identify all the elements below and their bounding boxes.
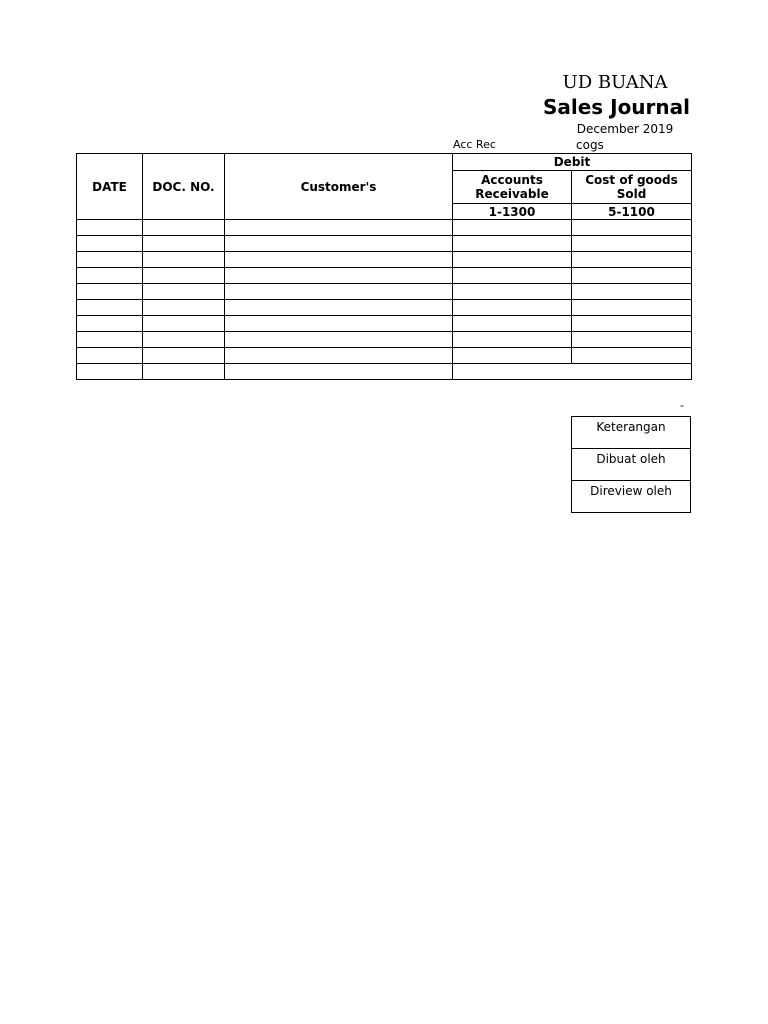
dibuat-oleh-cell[interactable]: Dibuat oleh xyxy=(572,449,691,481)
table-row xyxy=(77,284,692,300)
cogs-column-header: Cost of goods Sold xyxy=(572,171,692,204)
signoff-table xyxy=(571,416,691,513)
cogs-cell[interactable] xyxy=(572,284,692,300)
doc-no-cell[interactable] xyxy=(143,252,225,268)
accounts-receivable-cell[interactable] xyxy=(453,252,572,268)
accounts-receivable-cell[interactable] xyxy=(453,348,572,364)
accounts-receivable-cell[interactable] xyxy=(453,300,572,316)
table-row xyxy=(77,268,692,284)
date-cell[interactable] xyxy=(77,268,143,284)
customer-cell[interactable] xyxy=(225,364,453,380)
date-cell[interactable] xyxy=(77,236,143,252)
doc-no-cell[interactable] xyxy=(143,300,225,316)
doc-no-cell[interactable] xyxy=(143,316,225,332)
sales-journal-table xyxy=(76,153,692,380)
doc-no-cell[interactable] xyxy=(143,284,225,300)
journal-period: December 2019 xyxy=(576,122,674,136)
table-row xyxy=(77,300,692,316)
company-name: UD BUANA xyxy=(562,72,668,93)
cogs-code: 5-1100 xyxy=(572,204,692,220)
cogs-cell[interactable] xyxy=(572,348,692,364)
date-cell[interactable] xyxy=(77,348,143,364)
debit-group-header: Debit xyxy=(453,154,692,171)
cogs-cell[interactable] xyxy=(572,252,692,268)
accounts-receivable-cell[interactable] xyxy=(453,236,572,252)
date-cell[interactable] xyxy=(77,300,143,316)
dash-mark: - xyxy=(680,399,684,412)
customer-cell[interactable] xyxy=(225,252,453,268)
customer-cell[interactable] xyxy=(225,268,453,284)
cogs-cell[interactable] xyxy=(572,300,692,316)
direview-oleh-cell[interactable]: Direview oleh xyxy=(572,481,691,513)
doc-no-cell[interactable] xyxy=(143,236,225,252)
journal-title: Sales Journal xyxy=(542,95,690,119)
date-column-header: DATE xyxy=(77,154,143,220)
cogs-cell[interactable] xyxy=(572,236,692,252)
table-row xyxy=(77,348,692,364)
date-cell[interactable] xyxy=(77,332,143,348)
accounts-receivable-code: 1-1300 xyxy=(453,204,572,220)
customer-cell[interactable] xyxy=(225,300,453,316)
date-cell[interactable] xyxy=(77,220,143,236)
customer-cell[interactable] xyxy=(225,284,453,300)
total-cell[interactable] xyxy=(453,364,692,380)
total-row xyxy=(77,364,692,380)
customer-cell[interactable] xyxy=(225,236,453,252)
customer-cell[interactable] xyxy=(225,220,453,236)
customer-cell[interactable] xyxy=(225,316,453,332)
doc-no-cell[interactable] xyxy=(143,268,225,284)
table-row xyxy=(77,236,692,252)
doc-no-column-header: DOC. NO. xyxy=(143,154,225,220)
accounts-receivable-cell[interactable] xyxy=(453,268,572,284)
accounts-receivable-cell[interactable] xyxy=(453,316,572,332)
table-row xyxy=(77,332,692,348)
cogs-cell[interactable] xyxy=(572,332,692,348)
doc-no-cell[interactable] xyxy=(143,348,225,364)
date-cell[interactable] xyxy=(77,364,143,380)
cogs-cell[interactable] xyxy=(572,220,692,236)
accounts-receivable-cell[interactable] xyxy=(453,220,572,236)
keterangan-cell[interactable]: Keterangan xyxy=(572,417,691,449)
table-row xyxy=(77,316,692,332)
accounts-receivable-cell[interactable] xyxy=(453,284,572,300)
cogs-cell[interactable] xyxy=(572,316,692,332)
cogs-label: cogs xyxy=(576,138,604,152)
customer-cell[interactable] xyxy=(225,348,453,364)
accounts-receivable-column-header: Accounts Receivable xyxy=(453,171,572,204)
doc-no-cell[interactable] xyxy=(143,220,225,236)
table-row xyxy=(77,220,692,236)
acc-rec-label: Acc Rec xyxy=(453,138,496,151)
doc-no-cell[interactable] xyxy=(143,364,225,380)
date-cell[interactable] xyxy=(77,316,143,332)
date-cell[interactable] xyxy=(77,252,143,268)
customer-column-header: Customer's xyxy=(225,154,453,220)
doc-no-cell[interactable] xyxy=(143,332,225,348)
table-row xyxy=(77,252,692,268)
date-cell[interactable] xyxy=(77,284,143,300)
cogs-cell[interactable] xyxy=(572,268,692,284)
customer-cell[interactable] xyxy=(225,332,453,348)
accounts-receivable-cell[interactable] xyxy=(453,332,572,348)
